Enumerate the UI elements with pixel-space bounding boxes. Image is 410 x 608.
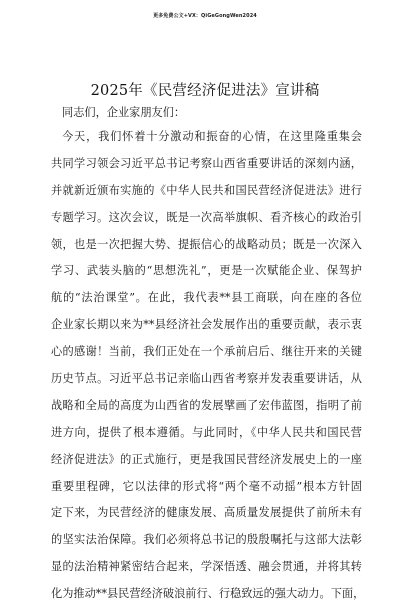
body-line: 显的法治精神紧密结合起来，学深悟透、融会贯通，并将其转 [51, 560, 362, 574]
header-promo-note: 更多免费公文+VX：QiGeGongWen2024 [153, 13, 257, 19]
body-line: 航的“法治课堂”。在此，我代表**县工商联，向在座的各位 [51, 291, 362, 305]
body-line: 经济促进法》的正式施行，更是我国民营经济发展史上的一座 [51, 452, 362, 466]
body-line: 战略和全局的高度为山西省的发展擘画了宏伟蓝图，指明了前 [51, 398, 362, 412]
body-line: 的坚实法治保障。我们必须将总书记的殷殷嘱托与这部大法彰 [51, 533, 362, 547]
body-line: 化为推动**县民营经济破浪前行、行稳致远的强大动力。下面， [51, 587, 365, 601]
body-line: 企业家长期以来为**县经济社会发展作出的重要贡献，表示衷 [51, 318, 362, 332]
body-line: 共同学习领会习近平总书记考察山西省重要讲话的深刻内涵， [51, 156, 362, 170]
body-line: 并就新近颁布实施的《中华人民共和国民营经济促进法》进行 [51, 183, 362, 197]
body-line: 心的感谢！当前，我们正处在一个承前启后、继往开来的关键 [51, 345, 362, 359]
document-title: 2025年《民营经济促进法》宣讲稿 [90, 83, 320, 99]
body-line: 领，也是一次把握大势、提振信心的战略动员；既是一次深入 [51, 237, 362, 251]
salutation: 同志们，企业家朋友们： [62, 106, 186, 119]
body-line: 专题学习。这次会议，既是一次高举旗帜、看齐核心的政治引 [51, 210, 362, 224]
body-line: 今天，我们怀着十分激动和振奋的心情，在这里隆重集会 [62, 130, 362, 143]
body-line: 历史节点。习近平总书记亲临山西省考察并发表重要讲话，从 [51, 372, 362, 386]
body-line: 定下来，为民营经济的健康发展、高质量发展提供了前所未有 [51, 506, 362, 520]
body-line: 重要里程碑，它以法律的形式将“两个毫不动摇”根本方针固 [51, 479, 362, 493]
body-line: 进方向，提供了根本遵循。与此同时，《中华人民共和国民营 [51, 425, 362, 439]
body-line: 学习、武装头脑的“思想洗礼”，更是一次赋能企业、保驾护 [51, 264, 362, 278]
body-paragraph [51, 124, 365, 608]
